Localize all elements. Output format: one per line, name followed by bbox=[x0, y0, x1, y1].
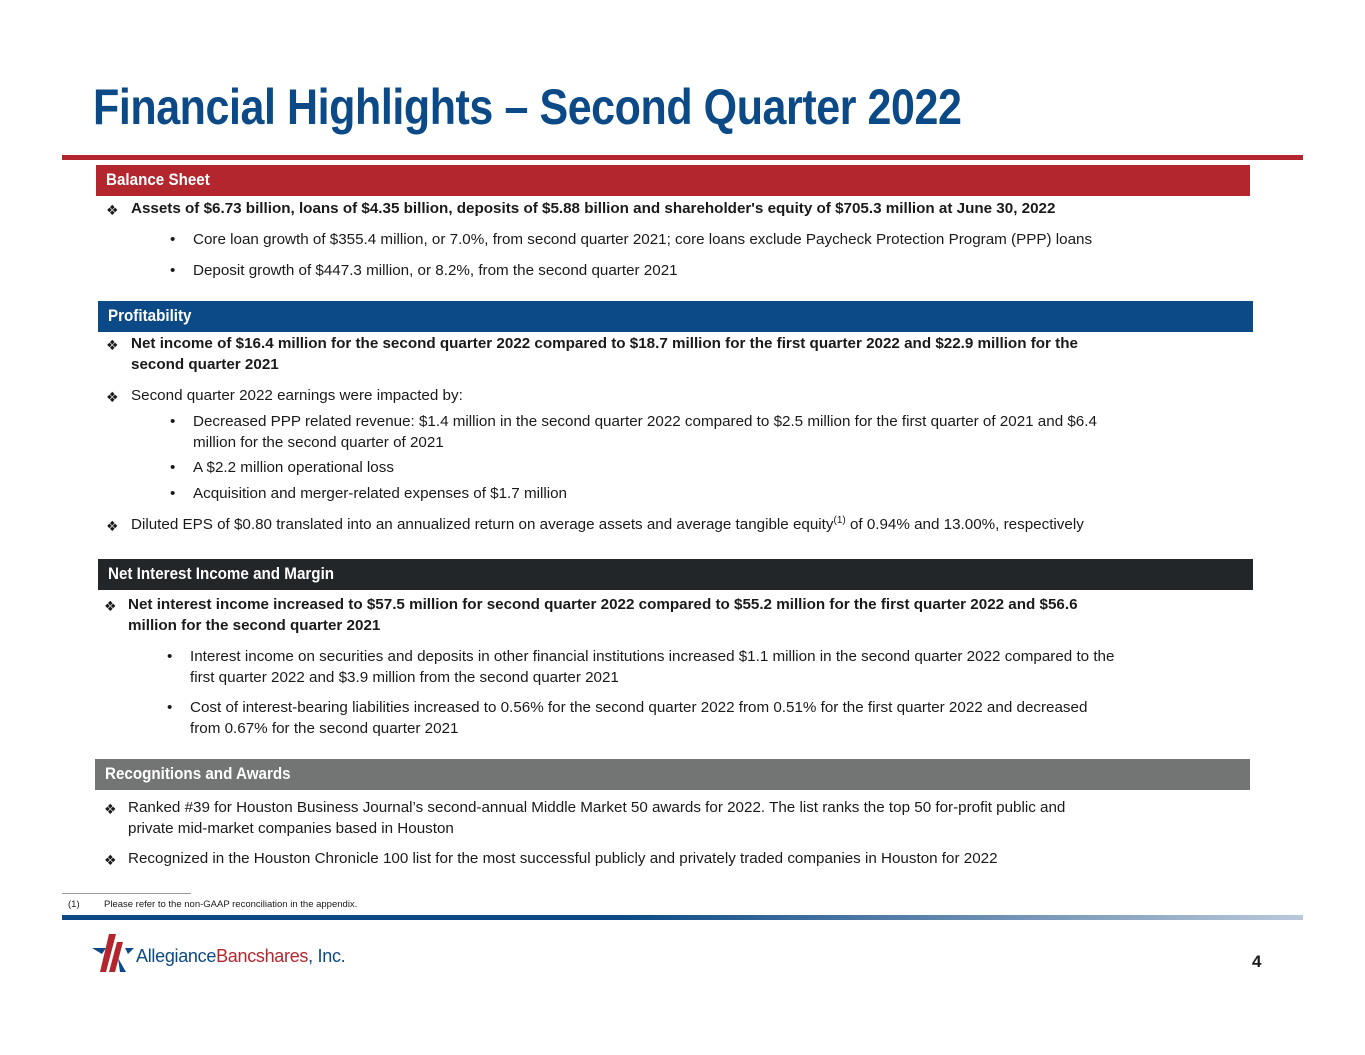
cost-liabilities-text-line1: Cost of interest-bearing liabilities increased to 0.56% for the second quarter 2022 from 0.51% for the first quarter 2022 and decreased bbox=[190, 699, 1088, 716]
bullet-icon: • bbox=[170, 231, 176, 248]
nii-main-text-line1: Net interest income increased to $57.5 million for second quarter 2022 compared to $55.2 million for the first quarter 2022 and $56.6 bbox=[128, 596, 1078, 613]
bullet-icon: • bbox=[167, 648, 173, 665]
bullet-icon: • bbox=[167, 699, 173, 716]
profitability-eps-item bbox=[106, 515, 1084, 536]
star-logo-icon bbox=[92, 932, 134, 976]
section-header-label: Profitability bbox=[108, 307, 192, 325]
interest-income-text-line2: first quarter 2022 and $3.9 million from the second quarter 2021 bbox=[190, 668, 619, 686]
section-header-profitability bbox=[98, 301, 1253, 332]
award-text-line1: Ranked #39 for Houston Business Journal’s second-annual Middle Market 50 awards for 2022. The list ranks the top 50 for-profit public and bbox=[128, 799, 1066, 816]
footer-divider bbox=[62, 915, 1303, 920]
earnings-impact-text: Second quarter 2022 earnings were impacted by: bbox=[131, 387, 463, 404]
section-header-recognitions bbox=[95, 759, 1250, 790]
logo-part-allegiance: Allegiance bbox=[136, 946, 217, 966]
four-diamond-bullet-icon: ❖ bbox=[106, 518, 119, 534]
balance-sub-text: Core loan growth of $355.4 million, or 7.0%, from second quarter 2021; core loans exclude Paycheck Protection Program (PPP) loans bbox=[193, 231, 1093, 248]
profitability-net-income-item bbox=[106, 334, 1078, 375]
balance-main-text: Assets of $6.73 billion, loans of $4.35 billion, deposits of $5.88 billion and shareholder's equity of $705.3 million at June 30, 2022 bbox=[131, 200, 1056, 217]
profitability-earnings-item bbox=[106, 386, 463, 407]
four-diamond-bullet-icon: ❖ bbox=[106, 202, 119, 218]
logo-wordmark bbox=[136, 946, 345, 967]
four-diamond-bullet-icon: ❖ bbox=[104, 801, 117, 817]
cost-liabilities-text-line2: from 0.67% for the second quarter 2021 bbox=[190, 719, 459, 737]
nii-sub-item bbox=[167, 698, 1087, 739]
section-header-balance-sheet bbox=[96, 165, 1250, 196]
net-income-text-line2: second quarter 2021 bbox=[131, 355, 279, 373]
bullet-icon: • bbox=[170, 485, 176, 502]
nii-sub-item bbox=[167, 647, 1114, 688]
footnote bbox=[68, 899, 357, 910]
award-item bbox=[104, 798, 1065, 839]
bullet-icon: • bbox=[170, 413, 176, 430]
balance-sub-text: Deposit growth of $447.3 million, or 8.2%, from the second quarter 2021 bbox=[193, 262, 678, 279]
bullet-icon: • bbox=[170, 459, 176, 476]
section-header-label: Balance Sheet bbox=[106, 171, 210, 189]
section-header-label: Recognitions and Awards bbox=[105, 765, 291, 783]
operational-loss-text: A $2.2 million operational loss bbox=[193, 459, 394, 476]
footnote-number: (1) bbox=[68, 899, 80, 910]
title-divider bbox=[62, 155, 1303, 160]
logo-part-bancshares: Bancshares bbox=[216, 946, 309, 966]
interest-income-text-line1: Interest income on securities and deposits in other financial institutions increased $1.1 million in the second quarter 2022 compared to the bbox=[190, 648, 1115, 665]
section-header-net-interest-income bbox=[98, 559, 1253, 590]
eps-text: Diluted EPS of $0.80 translated into an annualized return on average assets and average tangible equity bbox=[131, 516, 834, 533]
four-diamond-bullet-icon: ❖ bbox=[106, 389, 119, 405]
four-diamond-bullet-icon: ❖ bbox=[104, 852, 117, 868]
balance-sub-item bbox=[170, 261, 678, 282]
award-text: Recognized in the Houston Chronicle 100 list for the most successful publicly and privately traded companies in Houston for 2022 bbox=[128, 850, 998, 867]
award-item bbox=[104, 849, 998, 870]
profitability-sub-item bbox=[170, 484, 567, 505]
nii-main-item bbox=[104, 595, 1078, 636]
footnote-divider bbox=[62, 893, 191, 894]
page-title: Financial Highlights – Second Quarter 2022 bbox=[93, 79, 962, 135]
net-income-text-line1: Net income of $16.4 million for the second quarter 2022 compared to $18.7 million for the first quarter 2022 and $22.9 million for the bbox=[131, 335, 1078, 352]
page-number: 4 bbox=[1252, 952, 1262, 971]
balance-sub-item bbox=[170, 230, 1092, 251]
eps-text-end: of 0.94% and 13.00%, respectively bbox=[845, 516, 1084, 533]
ppp-revenue-text-line2: million for the second quarter of 2021 bbox=[193, 433, 444, 451]
ppp-revenue-text-line1: Decreased PPP related revenue: $1.4 million in the second quarter 2022 compared to $2.5 million for the first quarter of 2021 and $6.4 bbox=[193, 413, 1097, 430]
profitability-sub-item bbox=[170, 412, 1097, 453]
award-text-line2: private mid-market companies based in Houston bbox=[128, 819, 454, 837]
four-diamond-bullet-icon: ❖ bbox=[104, 598, 117, 614]
four-diamond-bullet-icon: ❖ bbox=[106, 337, 119, 353]
company-logo bbox=[92, 932, 412, 976]
balance-main-item bbox=[106, 199, 1055, 220]
profitability-sub-item bbox=[170, 458, 394, 479]
footnote-text: Please refer to the non-GAAP reconciliation in the appendix. bbox=[104, 899, 358, 910]
logo-part-inc: , Inc. bbox=[308, 946, 346, 966]
section-header-label: Net Interest Income and Margin bbox=[108, 565, 335, 583]
bullet-icon: • bbox=[170, 262, 176, 279]
nii-main-text-line2: million for the second quarter 2021 bbox=[128, 616, 381, 634]
merger-expenses-text: Acquisition and merger-related expenses of $1.7 million bbox=[193, 485, 567, 502]
footnote-ref: (1) bbox=[833, 514, 846, 526]
